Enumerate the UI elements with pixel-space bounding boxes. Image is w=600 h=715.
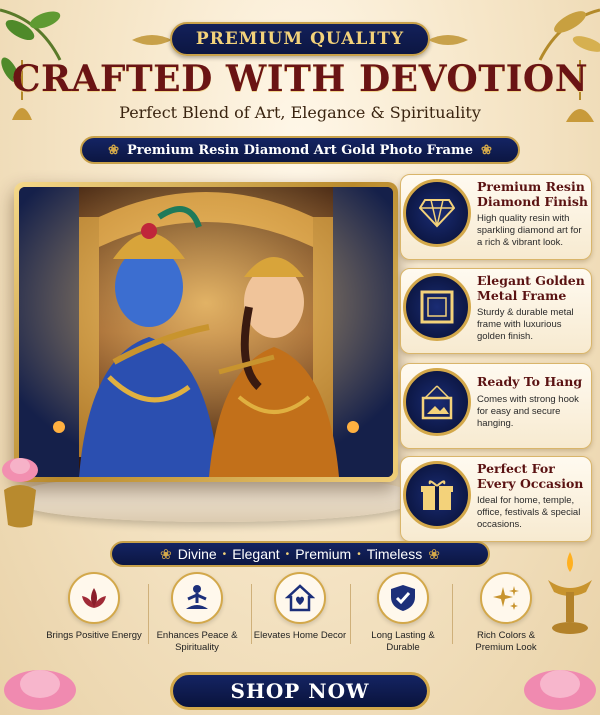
krishna-radha-artwork [19, 187, 393, 477]
lotus-flower-decoration [510, 650, 600, 715]
hanging-picture-icon [403, 368, 471, 436]
benefit-label: Brings Positive Energy [46, 630, 142, 641]
divider [148, 584, 149, 644]
feature-title: Ready To Hang [477, 374, 583, 389]
lotus-icon: ❀ [480, 142, 492, 158]
frame-icon [403, 273, 471, 341]
subtitle: Perfect Blend of Art, Elegance & Spirituality [119, 103, 481, 122]
tagline-word: Timeless [366, 546, 423, 562]
shop-now-button[interactable]: SHOP NOW [170, 672, 430, 710]
home-heart-icon [274, 572, 326, 624]
tagline-word: Divine [177, 546, 217, 562]
feature-desc: Sturdy & durable metal frame with luxurious golden finish. [477, 307, 574, 342]
shield-check-icon [377, 572, 429, 624]
divider [350, 584, 351, 644]
divider [452, 584, 453, 644]
feature-desc: Ideal for home, temple, office, festivals & special occasions. [477, 495, 581, 530]
product-photo-frame [14, 182, 398, 482]
feature-desc: High quality resin with sparkling diamond art for a rich & vibrant look. [477, 213, 582, 248]
benefit-label: Rich Colors & Premium Look [475, 630, 537, 653]
feature-title: Elegant Golden Metal Frame [477, 273, 585, 303]
feature-card-golden-frame [400, 268, 592, 354]
lotus-icon: ❀ [428, 545, 440, 562]
gift-icon [403, 461, 471, 529]
benefit-label: Enhances Peace & Spirituality [156, 630, 238, 653]
premium-quality-badge [170, 22, 430, 56]
bullet-separator: • [222, 548, 227, 560]
product-name-banner [80, 136, 520, 164]
ornament-left [132, 30, 172, 50]
lotus-flower-decoration [0, 440, 46, 530]
feature-card-ready-to-hang [400, 363, 592, 449]
lotus-flower-decoration [0, 650, 90, 715]
bullet-separator: • [285, 548, 290, 560]
main-title: CRAFTED WITH DEVOTION [11, 58, 589, 100]
benefit-item [252, 572, 348, 668]
benefit-label: Elevates Home Decor [253, 630, 347, 641]
ornament-right [428, 30, 468, 50]
benefit-label: Long Lasting & Durable [371, 630, 435, 653]
tagline-word: Elegant [232, 546, 280, 562]
divider [251, 584, 252, 644]
feature-title: Premium Resin Diamond Finish [477, 179, 589, 209]
lotus-icon: ❀ [108, 142, 120, 158]
benefits-row [46, 572, 554, 668]
sparkles-icon [480, 572, 532, 624]
feature-title: Perfect For Every Occasion [477, 461, 584, 491]
feature-desc: Comes with strong hook for easy and secure hanging. [477, 394, 579, 429]
tagline-banner [110, 541, 490, 567]
feature-card-every-occasion [400, 456, 592, 542]
bullet-separator: • [357, 548, 361, 560]
benefit-item [149, 572, 245, 668]
tagline-word: Premium [295, 546, 352, 562]
meditation-icon [171, 572, 223, 624]
diamond-icon [403, 179, 471, 247]
lotus-icon [68, 572, 120, 624]
benefit-item [355, 572, 451, 668]
badge-label: PREMIUM QUALITY [195, 29, 405, 49]
feature-card-diamond-finish [400, 174, 592, 260]
lotus-icon: ❀ [160, 545, 172, 562]
product-name: Premium Resin Diamond Art Gold Photo Frame [127, 142, 473, 158]
